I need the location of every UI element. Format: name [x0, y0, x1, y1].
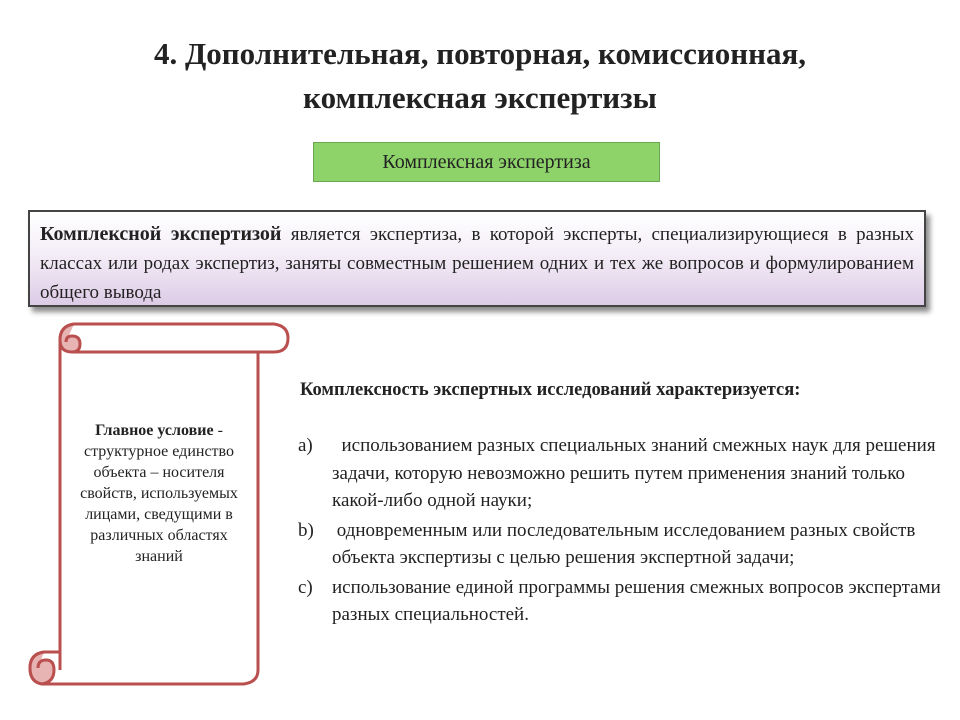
definition-text: является экспертиза, в которой эксперты, специализирующиеся в разных классах или родах экспертиз, заняты совместным решением одних и тех же вопросов и формулированием общего вывода: [40, 224, 915, 303]
list-item: [298, 517, 948, 572]
list-marker: a): [298, 435, 313, 456]
definition-box: [28, 210, 926, 307]
definition-term: Комплексной экспертизой: [40, 223, 282, 245]
title-line-2: комплексная экспертизы: [303, 80, 657, 115]
characteristics-heading: Комплексность экспертных исследований характеризуется:: [300, 380, 801, 400]
scroll-lead: Главное условие: [95, 422, 214, 439]
list-item: [298, 432, 948, 515]
list-marker: b): [298, 519, 314, 541]
scroll-text: [66, 420, 252, 567]
slide-title: [40, 32, 920, 120]
subtitle-box: Комплексная экспертиза: [313, 142, 660, 182]
list-marker: c): [298, 576, 313, 598]
title-line-1: 4. Дополнительная, повторная, комиссионная,: [153, 36, 806, 71]
characteristics-section: [298, 378, 948, 631]
list-text: одновременным или последовательным исследованием разных свойств объекта экспертизы с целью решения экспертной задачи;: [332, 519, 921, 568]
list-text: использование единой программы решения смежных вопросов экспертами разных специальностей.: [332, 576, 941, 625]
list-text: использованием разных специальных знаний смежных наук для решения задачи, которую невозможно решить путем применения знаний только какой-либо одной науки;: [332, 435, 941, 511]
list-item: [298, 574, 948, 629]
scroll-body: - структурное единство объекта – носителя свойств, используемых лицами, сведущими в различных областях знаний: [80, 422, 238, 565]
